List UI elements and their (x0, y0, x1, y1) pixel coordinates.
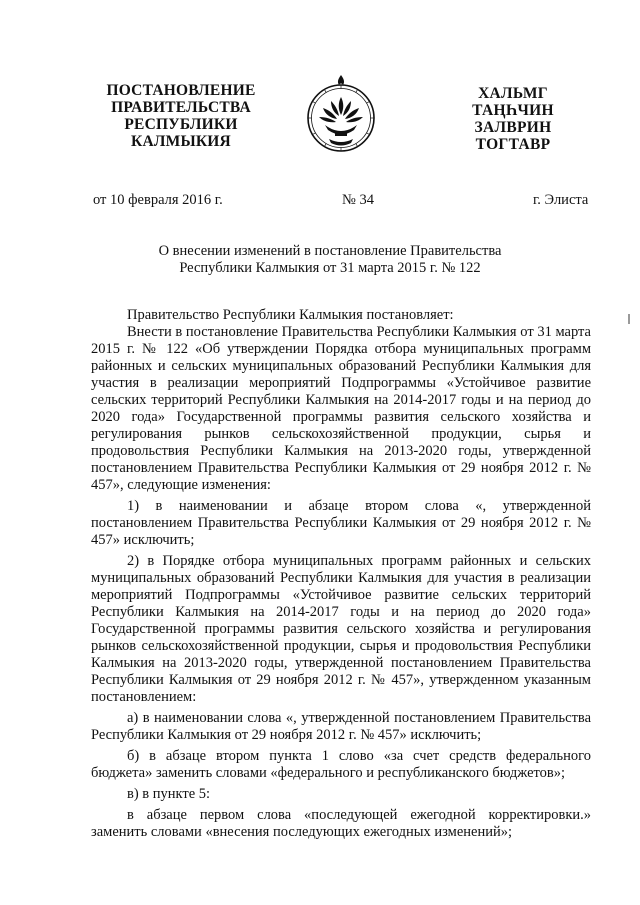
header-right-line: ТАҢҺЧИН (472, 102, 554, 119)
document-title-line: Республики Калмыкия от 31 марта 2015 г. № 122 (179, 260, 481, 276)
document-number: № 34 (342, 192, 374, 208)
document-city: г. Элиста (533, 192, 589, 208)
header-right-title (454, 85, 572, 153)
kalmykia-coat-of-arms-icon (305, 73, 377, 155)
header-left-line: ПРАВИТЕЛЬСТВА (111, 99, 251, 116)
header-left-title (100, 82, 262, 150)
header-left-line: РЕСПУБЛИКИ (124, 116, 238, 133)
header-right-line: ТОГТАВР (475, 136, 551, 153)
document-body (91, 307, 591, 841)
body-paragraph: Правительство Республики Калмыкия постановляет: (127, 307, 454, 323)
document-title (80, 243, 580, 277)
body-paragraph: а) в наименовании слова «, утвержденной постановлением Правительства Республики Калмыкия от 29 ноября 2012 г. № 457» исключить; (91, 710, 591, 743)
body-paragraph: Внести в постановление Правительства Республики Калмыкия от 31 марта 2015 г. № 122 «Об утверждении Порядка отбора муниципальных программ районных и сельских муниципальных образований Республики Калмыкия для участия в реализации мероприятий Подпрограммы «Устойчивое развитие сельских территорий Республики Калмыкия на 2014-2017 годы и на период до 2020 года» Государственной программы развития сельского хозяйства и регулирования рынков сельскохозяйственной продукции, сырья и продовольствия Республики Калмыкия на 2013-2020 годы, утвержденной постановлением Правительства Республики Калмыкия от 29 ноября 2012 г. № 457», следующие изменения: (91, 324, 591, 493)
document-title-line: О внесении изменений в постановление Правительства (158, 243, 502, 259)
scan-margin-mark (628, 314, 630, 324)
body-paragraph: 2) в Порядке отбора муниципальных программ районных и сельских муниципальных образований Республики Калмыкия для участия в реализации мероприятий Подпрограммы «Устойчивое развитие сельских территорий Республики Калмыкия на 2014-2017 годы и на период до 2020 года» Государственной программы развития сельского хозяйства и регулирования рынков сельскохозяйственной продукции, сырья и продовольствия Республики Калмыкия на 2013-2020 годы, утвержденной постановлением Правительства Республики Калмыкия от 29 ноября 2012 г. № 457», утвержденном указанным постановлением: (91, 553, 591, 705)
body-paragraph: б) в абзаце втором пункта 1 слово «за счет средств федерального бюджета» заменить словами «федерального и республиканского бюджетов»; (91, 748, 591, 781)
body-paragraph: в абзаце первом слова «последующей ежегодной корректировки.» заменить словами «внесения последующих ежегодных изменений»; (91, 807, 591, 840)
header-right-line: ХАЛЬМГ (478, 85, 548, 102)
header-left-line: ПОСТАНОВЛЕНИЕ (106, 82, 256, 99)
body-paragraph: 1) в наименовании и абзаце втором слова «, утвержденной постановлением Правительства Республики Калмыкия от 29 ноября 2012 г. № 457» исключить; (91, 498, 591, 548)
body-paragraph: в) в пункте 5: (127, 786, 211, 802)
header-left-line: КАЛМЫКИЯ (131, 133, 231, 150)
document-date: от 10 февраля 2016 г. (93, 192, 223, 208)
header-right-line: ЗАЛВРИН (474, 119, 552, 136)
